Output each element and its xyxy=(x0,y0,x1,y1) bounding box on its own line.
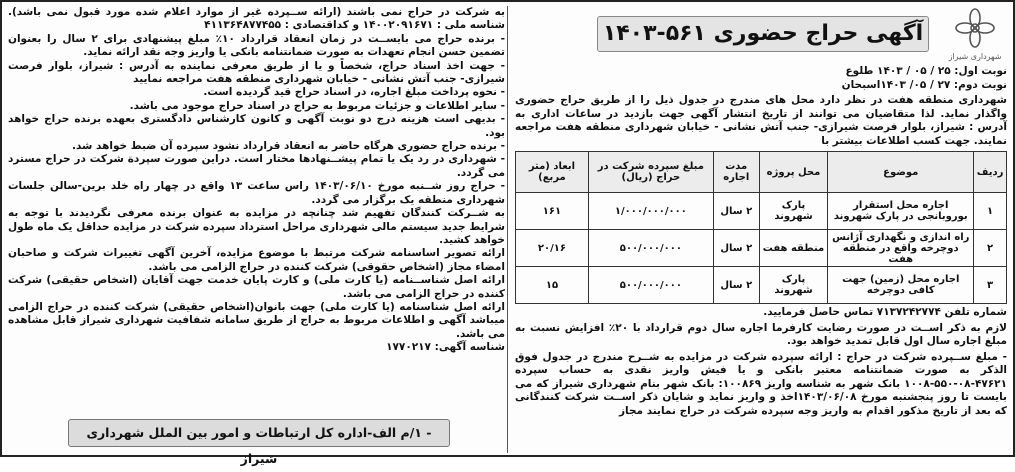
cell-deposit: ۱/۰۰۰/۰۰۰/۰۰۰ xyxy=(588,193,713,230)
header xyxy=(515,8,1007,64)
cell-row-number: ۳ xyxy=(974,267,1007,304)
rounds xyxy=(515,64,1007,92)
intro-paragraph: شهرداری منطقه هفت در نظر دارد محل های مندرج در جدول ذیل را از طریق حراج حضوری واگذار نماید. لذا متقاضیان می توانند از تاریخ انتشار آگهی جهت بازدید در ساعات اداری به آدرس : شیراز، بلوار فرصت شیرازی- جنب آتش نشانی - خیابان شهرداری منطقه هفت مراجعه نمایند. جهت کسب اطلاعات بیشتر با xyxy=(515,94,1007,147)
left-paragraph: - بدیهی است هزینه درج دو نوبت آگهی و کانون کارشناس دادگستری بعهده برنده حراج خواهد بود. xyxy=(8,113,505,139)
left-paragraph: - شهرداری در رد یک یا تمام پیشــنهادها مختار است. دراین صورت سپردة شرکت در حراج مسترد می گردد. xyxy=(8,153,505,179)
footer-banner: - ۱/م الف-اداره کل ارتباطات و امور بین الملل شهرداری شیراز xyxy=(68,419,450,447)
col-area: ابعاد (متر مربع) xyxy=(516,152,589,193)
logo-caption: شهرداری شیراز xyxy=(948,52,1002,61)
column-divider xyxy=(507,6,508,453)
left-paragraph: ارائه تصویر اساسنامه شرکت مرتبط با موضوع مزایده، آخرین آگهی تغییرات شرکت و صاحبان امضاء مجاز (اشخاص حقوقی) شرکت کننده در حراج الزامی می باشد. xyxy=(8,247,505,273)
cell-subject: راه اندازی و نگهداری آژانس دوچرخه واقع در منطقه هفت xyxy=(828,230,974,267)
cell-row-number: ۱ xyxy=(974,193,1007,230)
cell-duration: ۲ سال xyxy=(713,230,759,267)
col-duration: مدت اجاره xyxy=(713,152,759,193)
cell-area: ۱۵ xyxy=(516,267,589,304)
extension-note: لازم به ذکر اســت در صورت رضایت کارفرما اجاره سال دوم قرارداد با ۲۰٪ افزایش نسبت به مبلغ اجاره سال اول قابل تمدید خواهد بود. xyxy=(515,321,1008,347)
left-paragraph: - برنده حراج می بایســت در زمان انعقاد قرارداد ۱۰٪ مبلغ پیشنهادی برای ۲ سال را بعنوان تضمین حسن انجام تعهدات به صورت ضمانتنامه بانکی یا واریز وجه نقد ارائه نماید. xyxy=(8,32,506,59)
cell-location: پارک شهروند xyxy=(759,267,828,304)
flower-logo-icon xyxy=(954,8,996,48)
left-paragraph: - نحوه پرداخت مبلغ اجاره، در اسناد حراج قید گردیده است. xyxy=(203,86,505,99)
right-column xyxy=(515,8,1007,453)
first-round: نوبت اول: ۲۵ / ۰۵ / ۱۴۰۳ طلوع xyxy=(845,65,1007,77)
left-paragraph: - جهت اخذ اسناد حراج، شخصاً و یا از طریق معرفی نماینده به آدرس : شیراز، بلوار فرصت شیرازی- جنب آتش نشانی - خیابان شهرداری منطقه هفت مراجعه نمایید xyxy=(8,59,505,86)
cell-duration: ۲ سال xyxy=(713,193,759,230)
left-column xyxy=(8,6,506,466)
left-paragraph: ارائه اصل شناســنامه (یا کارت ملی) و کارت پایان خدمت جهت آقایان (اشخاص حقیقی) شرکت کننده در حراج الزامی می باشد. xyxy=(8,274,505,300)
left-paragraph: - حراج روز شــنبه مورخ ۱۴۰۳/۰۶/۱۰ راس ساعت ۱۳ واقع در چهار راه خلد برین-سالن جلسات شهرداری منطقه یک برگزار می گردد. xyxy=(8,180,505,206)
ad-id: شناسه آگهی: ۱۷۷۰۲۱۷ xyxy=(386,341,505,354)
left-paragraph: به شــرکت کنندگان تفهیم شد چنانچه در مزایده به عنوان برنده معرفی نگردیدند با توجه به شرایط جدید سیستم مالی شهرداری مراحل استرداد سپرده شرکت در مزایده حداقل یک ماه طول خواهد کشید. xyxy=(8,207,505,246)
col-subject: موضوع xyxy=(828,152,974,193)
deposit-terms: - مبلغ ســپرده شرکت در حراج : ارائه سپرده شرکت در مزایده به شــرح مندرج در جدول فوق الذکر به صورت ضمانتنامه معتبر بانکی و یا فیش واریز نقدی به حساب سپرده ۴۷۶۲۱-۰۸-۵۵۰-۱۰۰۸ بانک شهر به شناسه واریز ۱۰۰۸۶۹: بانک شهر بنام شهرداری شیراز که می بایست تا روز پنجشنبه مورخ ۱۴۰۳/۰۶/۰۸اخذ و واریز نماید و شایان ذکر اســت شرکت کنندگانی که بعد از تاریخ مذکور اقدام به واریز وجه سپرده شرکت در حراج نمایند مجاز xyxy=(515,350,1007,417)
ad-title: آگهی حراج حضوری ۵۶۱-۱۴۰۳ xyxy=(597,16,929,52)
table-header-row xyxy=(516,152,1007,193)
left-paragraph: به شرکت در حراج نمی باشند (ارائه ســپرده غیر از موارد اعلام شده مورد قبول نمی باشد). شناسه ملی : ۱۴۰۰۲۰۹۱۶۷۱ و کداقتصادی : ۴۱۱۳۶۴۸۷۷۴۵۵ xyxy=(8,6,505,32)
col-location: محل پروژه xyxy=(759,152,828,193)
cell-deposit: ۵۰۰/۰۰۰/۰۰۰ xyxy=(588,267,713,304)
cell-location: پارک شهروند xyxy=(759,193,828,230)
table-row xyxy=(516,230,1007,267)
cell-area: ۲۰/۱۶ xyxy=(516,230,589,267)
left-paragraph: - سایر اطلاعات و جزئیات مربوط به حراج در اسناد حراج موجود می باشد. xyxy=(129,99,505,112)
municipality-logo xyxy=(943,8,1007,62)
tender-table xyxy=(515,151,1007,304)
col-row-number: ردیف xyxy=(974,152,1007,193)
left-paragraph: - برنده حراج حضوری هرگاه حاضر به انعقاد قرارداد نشود سپرده آن ضبط خواهد شد. xyxy=(71,140,505,153)
table-row xyxy=(516,267,1007,304)
phone-line: شماره تلفن ۷۱۳۷۲۴۲۷۷۴ تماس حاصل فرمایید. xyxy=(763,306,1007,318)
col-deposit: مبلغ سپرده شرکت در حراج (ریال) xyxy=(588,152,713,193)
cell-subject: اجاره محل استقرار بوروبانجی در پارک شهروند xyxy=(828,193,974,230)
cell-duration: ۲ سال xyxy=(713,267,759,304)
cell-row-number: ۲ xyxy=(974,230,1007,267)
cell-subject: اجاره محل (زمین) جهت کافی دوچرخه xyxy=(828,267,974,304)
table-row xyxy=(516,193,1007,230)
cell-location: منطقه هفت xyxy=(759,230,828,267)
second-round: نوبت دوم: ۲۷ / ۰۵/ ۱۴۰۳اسبحان xyxy=(841,79,1007,91)
left-paragraph: ارائه اصل شناسنامه (یا کارت ملی) جهت بانوان(اشخاص حقیقی) شرکت کننده در حراج الزامی میباشد آگهی و اطلاعات مربوط به حراج از طریق سامانه شفافیت شهرداری شیراز قابل مشاهده می باشد. xyxy=(8,300,505,340)
cell-deposit: ۵۰۰/۰۰۰/۰۰۰ xyxy=(588,230,713,267)
cell-area: ۱۶۱ xyxy=(516,193,589,230)
